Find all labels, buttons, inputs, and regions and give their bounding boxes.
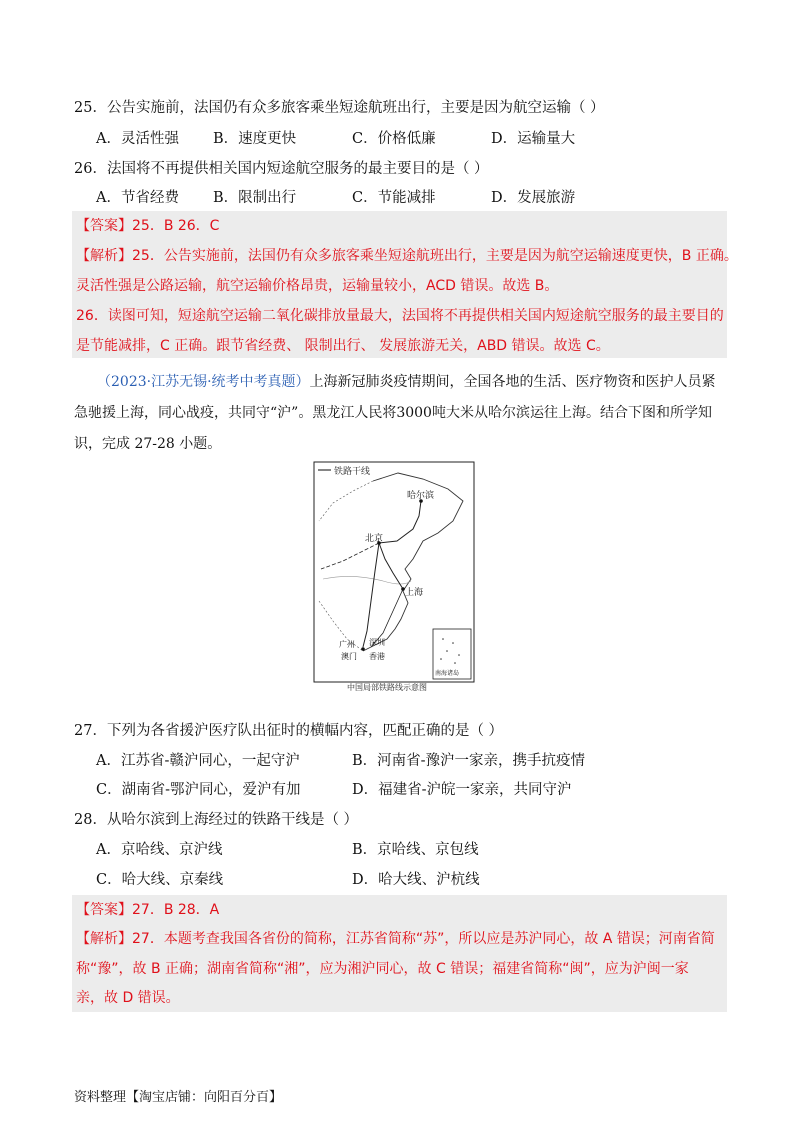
railway-map-figure	[313, 461, 475, 691]
passage-line-3: 识，完成 27-28 小题。	[74, 436, 222, 452]
analysis2-line-3: 亲，故 D 错误。	[76, 990, 180, 1006]
analysis2-line-2: 称“豫”，故 B 正确；湖南省简称“湘”，应为湘沪同心，故 C 错误；福建省简称“闽”，应为沪闽一家	[76, 961, 689, 977]
q26-option-d: D．发展旅游	[491, 190, 576, 206]
q25-option-c: C．价格低廉	[352, 131, 436, 147]
analysis-line-4: 是节能减排，C 正确。跟节省经费、 限制出行、 发展旅游无关，ABD 错误。故选 C。	[76, 338, 610, 354]
map-caption: 中国局部铁路线示意图	[347, 683, 427, 691]
city-shenzhen: 深圳	[369, 638, 385, 647]
answer-25-26: 【答案】25．B 26．C	[76, 218, 220, 234]
q28-option-d: D．哈大线、沪杭线	[352, 872, 480, 888]
source-tag: （2023·江苏无锡·统考中考真题）	[97, 374, 310, 390]
q28-option-c: C．哈大线、京秦线	[96, 872, 224, 888]
q28-option-b: B．京哈线、京包线	[352, 842, 479, 858]
passage-line-1	[97, 370, 716, 394]
q25-option-a: A．灵活性强	[96, 131, 179, 147]
q28-option-a: A．京哈线、京沪线	[96, 842, 223, 858]
passage-line-1-text: 上海新冠肺炎疫情期间，全国各地的生活、医疗物资和医护人员紧	[309, 374, 716, 390]
city-dot-guangzhou	[361, 647, 365, 651]
page-footer: 资料整理【淘宝店铺：向阳百分百】	[74, 1090, 283, 1105]
answer-27-28: 【答案】27．B 28．A	[76, 902, 220, 918]
q26-option-c: C．节能减排	[352, 190, 436, 206]
analysis-line-3: 26．读图可知，短途航空运输二氧化碳排放量最大，法国将不再提供相关国内短途航空服务的最主要目的	[76, 308, 724, 324]
city-harbin: 哈尔滨	[407, 491, 435, 501]
question-28-stem: 28．从哈尔滨到上海经过的铁路干线是（ ）	[74, 812, 359, 828]
passage-line-2: 急驰援上海，同心战疫，共同守“沪”。黑龙江人民将3000吨大米从哈尔滨运往上海。结合下图和所学知	[74, 405, 712, 421]
q25-option-d: D．运输量大	[491, 131, 576, 147]
analysis2-line-1: 【解析】27．本题考查我国各省份的简称，江苏省简称“苏”，所以应是苏沪同心，故 A 错误；河南省简	[76, 931, 715, 947]
city-macau: 澳门	[341, 652, 357, 661]
legend-label: 铁路干线	[334, 467, 371, 477]
answer-box-25-26	[72, 211, 738, 358]
analysis-line-1: 【解析】25．公告实施前，法国仍有众多旅客乘坐短途航班出行，主要是因为航空运输速度更快，B 正确。	[76, 248, 738, 264]
analysis-line-2: 灵活性强是公路运输，航空运输价格昂贵，运输量较小，ACD 错误。故选 B。	[76, 278, 559, 294]
city-guangzhou: 广州	[339, 640, 355, 649]
city-hongkong: 香港	[369, 652, 385, 661]
answer-box-27-28	[72, 895, 727, 1012]
city-beijing: 北京	[365, 534, 384, 544]
question-27-stem: 27．下列为各省援沪医疗队出征时的横幅内容，匹配正确的是（ ）	[74, 723, 504, 739]
q27-option-d: D．福建省-沪皖一家亲，共同守沪	[352, 782, 572, 798]
q27-option-a: A．江苏省-赣沪同心，一起守沪	[96, 753, 300, 769]
inset-label: 南海诸岛	[435, 670, 460, 677]
q26-option-b: B．限制出行	[213, 190, 297, 206]
q25-option-b: B．速度更快	[213, 131, 297, 147]
q27-option-c: C．湖南省-鄂沪同心，爱沪有加	[96, 782, 301, 798]
question-26-stem: 26．法国将不再提供相关国内短途航空服务的最主要目的是（ ）	[74, 161, 489, 177]
q27-option-b: B．河南省-豫沪一家亲，携手抗疫情	[352, 753, 586, 769]
question-25-stem: 25．公告实施前，法国仍有众多旅客乘坐短途航班出行，主要是因为航空运输（ ）	[74, 100, 605, 116]
city-shanghai: 上海	[405, 588, 424, 598]
q26-option-a: A．节省经费	[96, 190, 179, 206]
